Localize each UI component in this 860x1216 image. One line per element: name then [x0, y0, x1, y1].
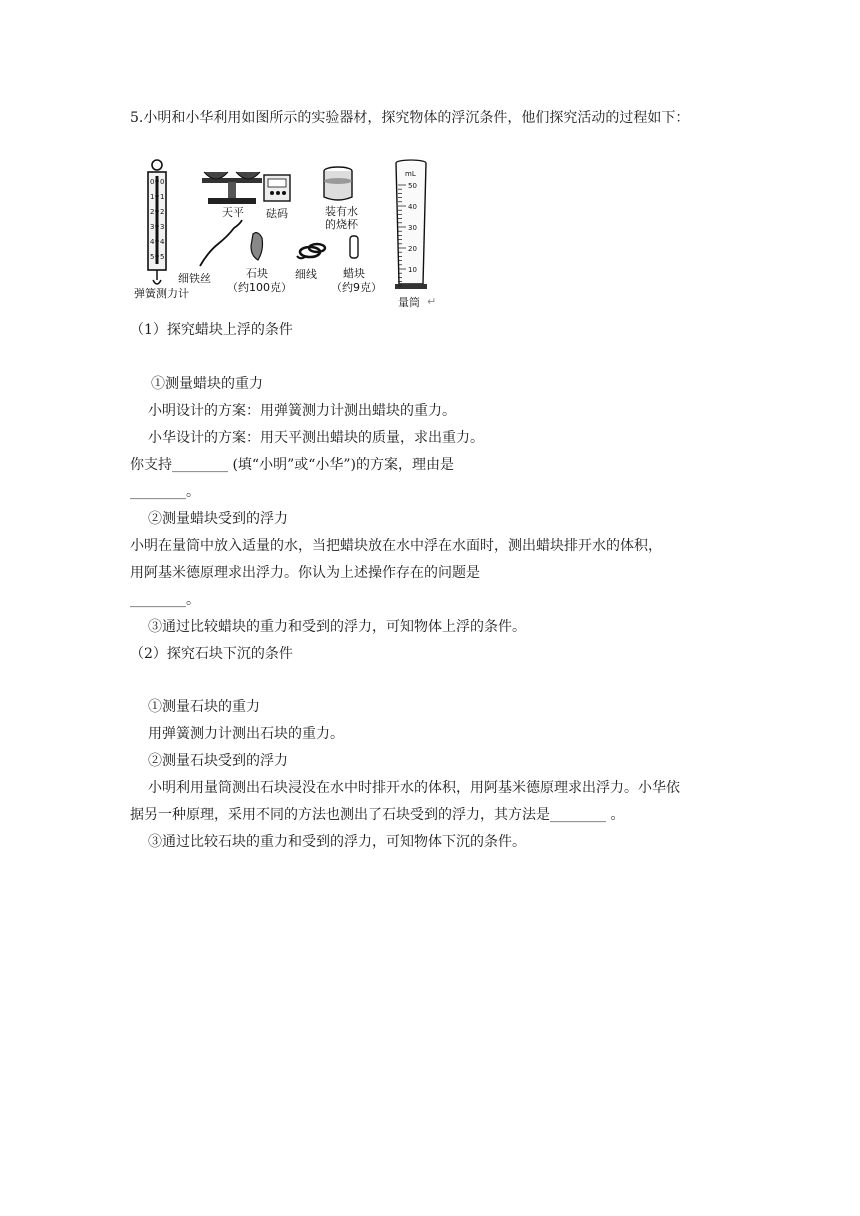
cylinder-tick-label-0: 50	[408, 182, 417, 190]
return-mark: ↵	[427, 295, 437, 308]
thread-label: 细线	[295, 268, 317, 281]
beaker-label-line1: 装有水	[325, 205, 358, 218]
stone-mass-label: （约100克）	[227, 281, 292, 294]
wax-label: 蜡块	[343, 267, 365, 280]
part1-step2-text-b: 用阿基米德原理求出浮力。你认为上述操作存在的问题是	[130, 565, 480, 581]
balance-icon	[202, 172, 262, 204]
wire-label: 细铁丝	[178, 272, 211, 285]
part1-support-question: 你支持________ (填“小明”或“小华”)的方案，理由是	[130, 457, 455, 473]
cylinder-unit-label: mL	[405, 170, 416, 178]
spring-scale-tick-r-2: 2	[160, 208, 165, 216]
part1-step2-text-a: 小明在量筒中放入适量的水，当把蜡块放在水中浮在水面时，测出蜡块排开水的体积，	[130, 538, 662, 554]
part2-step2-text-a: 小明利用量筒测出石块浸没在水中时排开水的体积，用阿基米德原理求出浮力。小华依	[148, 780, 680, 796]
cylinder-tick-label-1: 40	[408, 203, 417, 211]
spring-scale-tick-l-4: 4	[150, 238, 155, 246]
apparatus-figure	[130, 156, 440, 314]
cylinder-tick-label-3: 20	[408, 245, 417, 253]
iron-wire-icon	[200, 220, 242, 266]
spring-scale-tick-r-5: 5	[160, 253, 165, 261]
weights-box-icon	[264, 175, 290, 201]
spring-scale-tick-r-0: 0	[160, 178, 165, 186]
part1-step3: ③通过比较蜡块的重力和受到的浮力，可知物体上浮的条件。	[148, 619, 526, 635]
wax-mass-label: （约9克）	[331, 281, 382, 294]
spring-scale-tick-r-4: 4	[160, 238, 165, 246]
part1-step1: ①测量蜡块的重力	[151, 376, 263, 392]
apparatus-illustration	[130, 156, 440, 314]
part2-step1: ①测量石块的重力	[148, 699, 260, 715]
spring-scale-tick-r-1: 1	[160, 193, 165, 201]
part2-step2: ②测量石块受到的浮力	[148, 753, 288, 769]
part2-step1-text: 用弹簧测力计测出石块的重力。	[148, 726, 344, 742]
stone-label: 石块	[246, 267, 268, 280]
part1-reason-blank: ________。	[130, 484, 200, 500]
spring-scale-tick-l-2: 2	[150, 208, 155, 216]
weights-label: 砝码	[266, 207, 288, 220]
balance-label: 天平	[222, 206, 244, 219]
part1-step2: ②测量蜡块受到的浮力	[148, 511, 288, 527]
spring-scale-tick-l-3: 3	[150, 223, 155, 231]
cylinder-tick-label-4: 10	[408, 266, 417, 274]
part1-step2-blank: ________。	[130, 592, 200, 608]
spring-scale-tick-l-0: 0	[150, 178, 155, 186]
spring-scale-tick-r-3: 3	[160, 223, 165, 231]
beaker-label-line2: 的烧杯	[325, 218, 358, 231]
part1-plan-xiaoming: 小明设计的方案：用弹簧测力计测出蜡块的重力。	[148, 403, 456, 419]
spring-scale-tick-l-5: 5	[150, 253, 155, 261]
part2-step3: ③通过比较石块的重力和受到的浮力，可知物体下沉的条件。	[148, 834, 526, 850]
question-title: 5.小明和小华利用如图所示的实验器材，探究物体的浮沉条件，他们探究活动的过程如下：	[130, 110, 690, 126]
spring-scale-tick-l-1: 1	[150, 193, 155, 201]
spring-scale-label: 弹簧测力计	[134, 287, 189, 300]
part1-heading: （1）探究蜡块上浮的条件	[130, 322, 293, 338]
spring-scale-icon	[148, 160, 166, 284]
part2-heading: （2）探究石块下沉的条件	[130, 646, 293, 662]
part2-step2-text-b: 据另一种原理，采用不同的方法也测出了石块受到的浮力，其方法是________ 。	[130, 807, 625, 823]
graduated-cylinder-icon	[395, 160, 427, 289]
thread-coil-icon	[297, 244, 325, 258]
cylinder-label: 量筒	[398, 296, 420, 309]
cylinder-tick-label-2: 30	[408, 224, 417, 232]
part1-plan-xiaohua: 小华设计的方案：用天平测出蜡块的质量，求出重力。	[148, 430, 484, 446]
wax-block-icon	[350, 236, 358, 258]
beaker-icon	[324, 167, 352, 200]
stone-icon	[251, 233, 263, 260]
